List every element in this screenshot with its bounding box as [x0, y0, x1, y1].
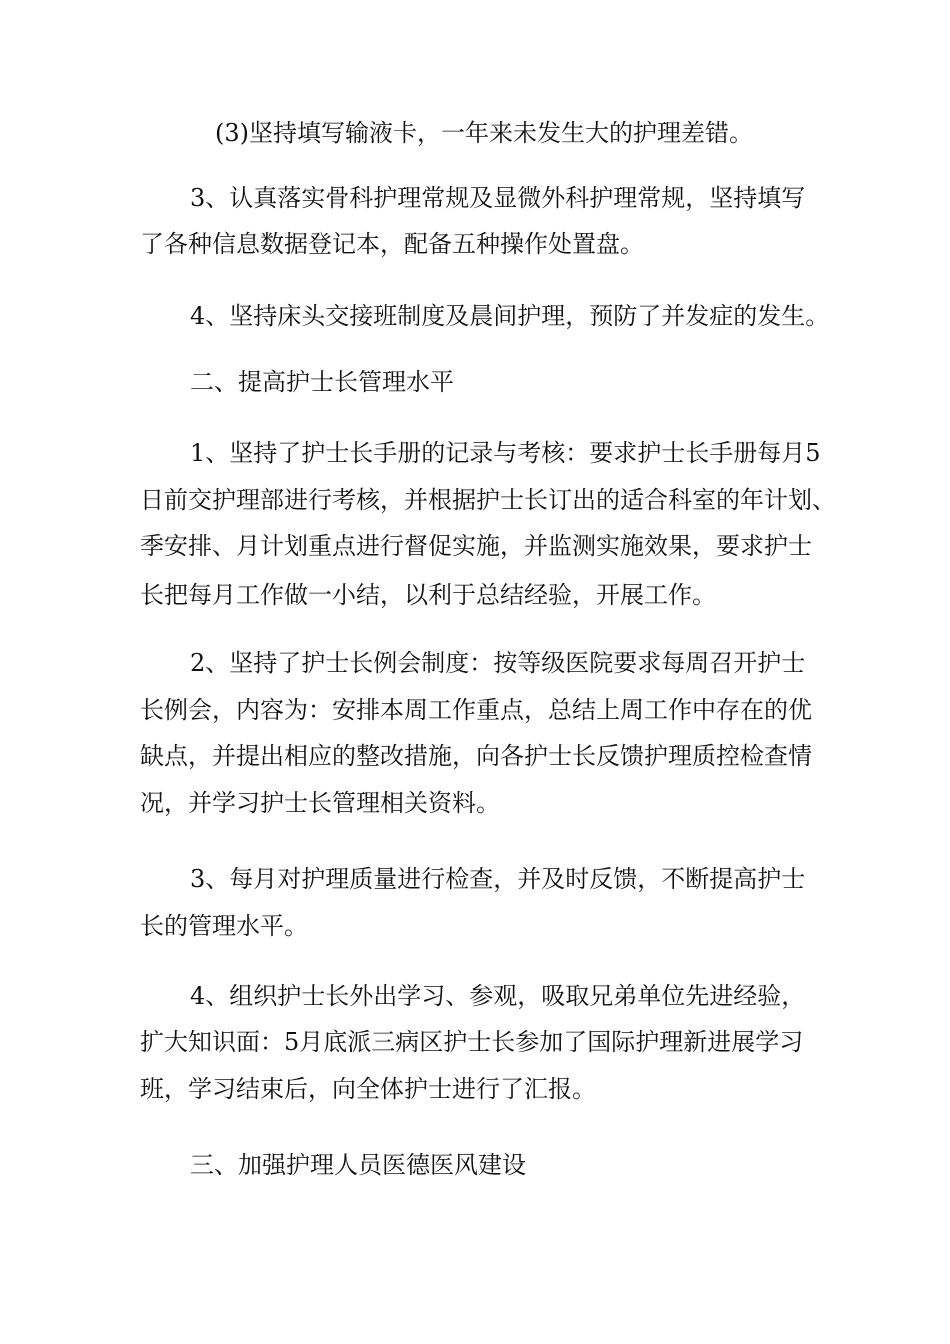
text-line: 3、认真落实骨科护理常规及显微外科护理常规，坚持填写	[190, 184, 806, 212]
text-line: 缺点，并提出相应的整改措施，向各护士长反馈护理质控检查情	[140, 742, 812, 770]
text-line: 长把每月工作做一小结，以利于总结经验，开展工作。	[140, 581, 716, 609]
text-line: 日前交护理部进行考核，并根据护士长订出的适合科室的年计划、	[140, 486, 836, 514]
text-line: 长例会，内容为：安排本周工作重点，总结上周工作中存在的优	[140, 696, 812, 724]
text-line: 4、组织护士长外出学习、参观，吸取兄弟单位先进经验，	[190, 982, 806, 1010]
text-line: 1、坚持了护士长手册的记录与考核：要求护士长手册每月5	[190, 439, 821, 467]
text-line: 3、每月对护理质量进行检查，并及时反馈，不断提高护士	[190, 865, 806, 893]
text-line: 2、坚持了护士长例会制度：按等级医院要求每周召开护士	[190, 649, 806, 677]
text-line: 扩大知识面：5月底派三病区护士长参加了国际护理新进展学习	[140, 1028, 804, 1056]
text-line: 4、坚持床头交接班制度及晨间护理，预防了并发症的发生。	[190, 302, 830, 330]
text-line: (3)坚持填写输液卡，一年来未发生大的护理差错。	[215, 119, 753, 147]
text-line: 季安排、月计划重点进行督促实施，并监测实施效果，要求护士	[140, 532, 812, 560]
section-heading: 二、提高护士长管理水平	[190, 368, 454, 396]
section-heading: 三、加强护理人员医德医风建设	[190, 1151, 526, 1179]
text-line: 班，学习结束后，向全体护士进行了汇报。	[140, 1075, 596, 1103]
text-line: 况，并学习护士长管理相关资料。	[140, 789, 500, 817]
text-line: 了各种信息数据登记本，配备五种操作处置盘。	[140, 230, 644, 258]
text-line: 长的管理水平。	[140, 912, 308, 940]
